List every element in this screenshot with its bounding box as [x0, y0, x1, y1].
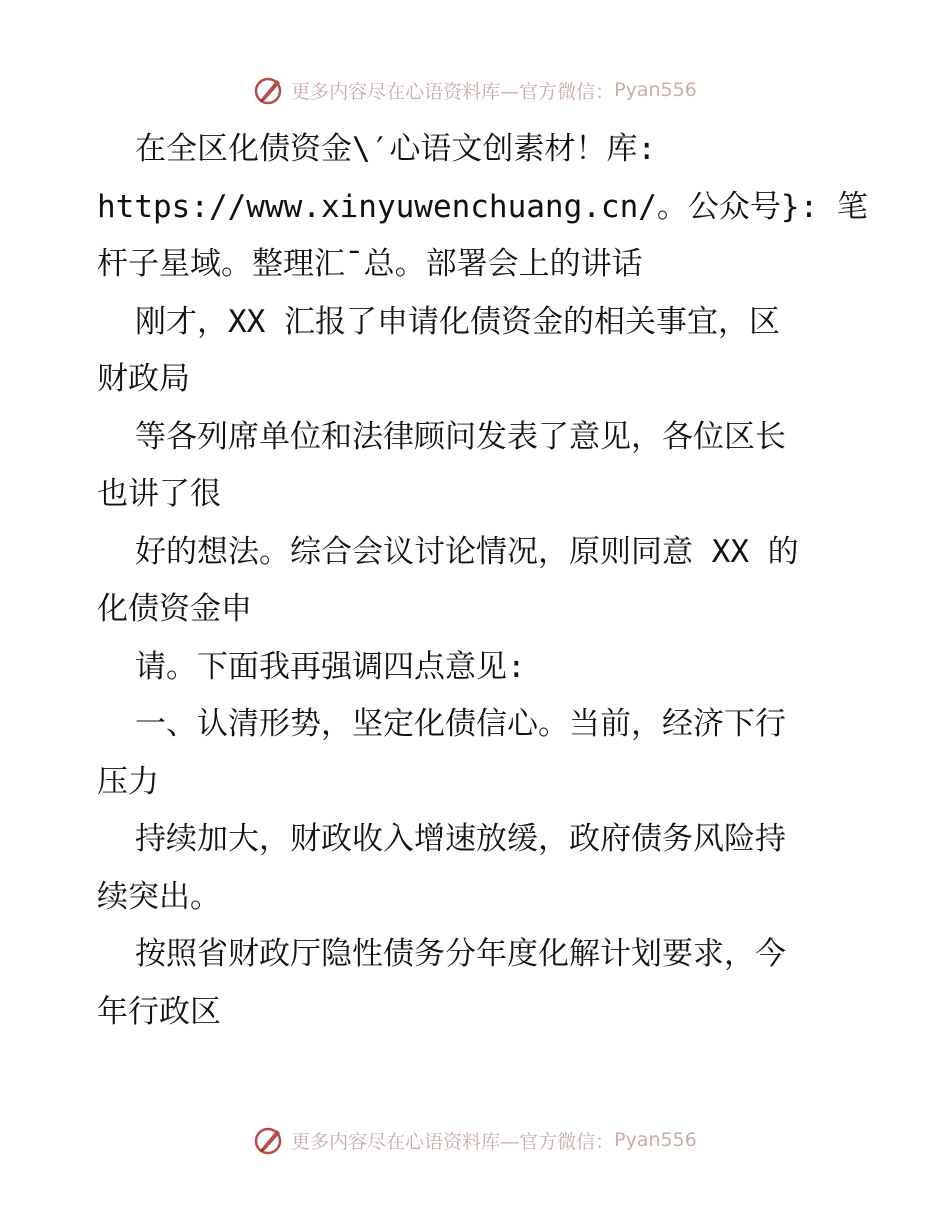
banner-wechat-id: Pyan556 — [614, 1129, 697, 1151]
text-line: 按照省财政厅隐性债务分年度化解计划要求，今 — [135, 936, 786, 972]
text-line: 财政局 — [97, 361, 190, 397]
document-body — [97, 121, 868, 1041]
text-line: 等各列席单位和法律顾问发表了意见，各位区长 — [135, 418, 786, 455]
text-line: 一、认清形势，坚定化债信心。当前，经济下行 — [135, 706, 786, 742]
text-line: 持续加大，财政收入增速放缓，政府债务风险持 — [135, 821, 786, 857]
quill-logo-icon — [253, 1124, 285, 1156]
text-line: 在全区化债资金\′心语文创素材！库: — [135, 131, 656, 167]
text-line: 年行政区 — [97, 993, 221, 1030]
quill-logo-icon — [253, 74, 285, 106]
text-line: 请。下面我再强调四点意见: — [135, 648, 526, 685]
banner-wechat-id: Pyan556 — [614, 79, 697, 101]
banner-text: 更多内容尽在心语资料库—官方微信： — [291, 80, 615, 103]
text-line: https://www.xinyuwenchuang.cn/。公众号}: 笔 — [97, 188, 868, 225]
footer-watermark-banner — [0, 1120, 950, 1160]
text-line: 也讲了很 — [97, 476, 221, 512]
text-line: 刚才，XX 汇报了申请化债资金的相关事宜，区 — [135, 303, 780, 340]
banner-text: 更多内容尽在心语资料库—官方微信： — [291, 1130, 615, 1153]
text-line: 化债资金申 — [97, 591, 252, 627]
text-line: 压力 — [97, 763, 159, 800]
text-line: 续突出。 — [97, 878, 221, 915]
header-watermark-banner — [0, 70, 950, 110]
text-line: 好的想法。综合会议讨论情况，原则同意 XX 的 — [135, 533, 799, 570]
text-line: 杆子星域。整理汇¯总。部署会上的讲话 — [97, 246, 643, 282]
